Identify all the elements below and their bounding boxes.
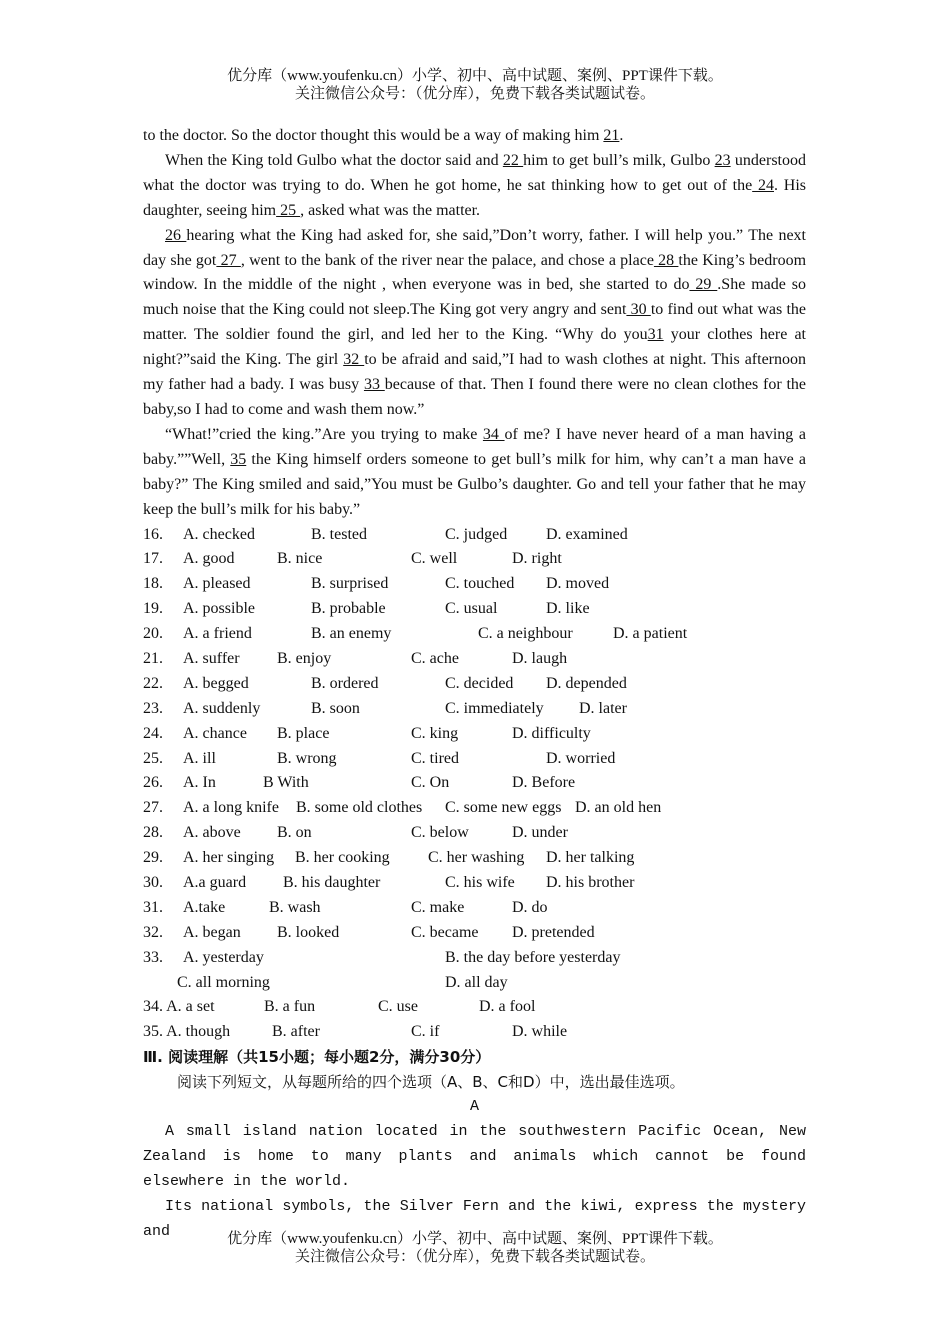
passage-text: When the King told Gulbo what the doctor said and [165, 151, 503, 169]
question-number: 33. [143, 948, 163, 966]
option-b: B. his daughter [283, 873, 381, 891]
question-row [143, 572, 806, 597]
blank-number: 32 [343, 351, 365, 369]
question-number: 19. [143, 600, 163, 618]
option-d: D. difficulty [512, 724, 591, 742]
option-a: A. pleased [183, 575, 251, 593]
passage-paragraph [143, 124, 806, 149]
blank-number: 21 [603, 127, 620, 144]
passage-text: . [619, 127, 624, 144]
passage-text: . His daughter, seeing him [143, 176, 807, 219]
option-c: C. a neighbour [478, 625, 573, 643]
option-a: A. begged [183, 674, 249, 692]
option-d: D. a fool [479, 998, 536, 1016]
option-a: A. began [183, 923, 241, 941]
question-row [143, 921, 806, 946]
option-d: D. right [512, 550, 562, 568]
page-footer [0, 1230, 950, 1266]
option-b: B. wash [269, 898, 321, 916]
passage-label: A [469, 1098, 479, 1116]
option-d: D. while [512, 1023, 568, 1041]
option-a: A. checked [183, 525, 255, 543]
option-a: A. a friend [183, 625, 252, 643]
question-row [143, 647, 806, 672]
option-b: B. after [272, 1023, 320, 1041]
option-b: B. an enemy [311, 625, 392, 643]
option-c: C. his wife [445, 873, 515, 891]
question-row [143, 871, 806, 896]
option-a: A. In [183, 774, 216, 792]
header-line-1: 优分库（www.youfenku.cn）小学、初中、高中试题、案例、PPT课件下载。 [227, 68, 723, 84]
option-d: D. pretended [512, 923, 595, 941]
reading-paragraph-2: Its national symbols, the Silver Fern and the kiwi, express the mystery and [143, 1197, 806, 1240]
option-c: C. immediately [445, 699, 544, 717]
option-a: A. above [183, 824, 241, 842]
question-number: 24. [143, 724, 163, 742]
blank-number: 35 [230, 450, 247, 468]
passage-text: to the doctor. So the doctor thought this would be a way of making him [143, 127, 604, 144]
option-a: A. suddenly [183, 699, 261, 717]
option-b: B With [263, 774, 309, 792]
footer-line-2: 关注微信公众号：（优分库），免费下载各类试题试卷。 [294, 1249, 655, 1265]
blank-number: 23 [714, 151, 731, 169]
option-a: A. a long knife [183, 799, 279, 817]
blank-number: 33 [363, 376, 385, 394]
option-a: A. yesterday [183, 948, 264, 966]
question-number: 23. [143, 699, 163, 717]
question-row [143, 547, 806, 572]
passage-text: your clothes here at night?”said the King. The girl [143, 326, 807, 369]
reading-paragraph-1: A small island nation located in the southwestern Pacific Ocean, New Zealand is home to many plants and animals which cannot be found elsewhere in the world. [143, 1122, 806, 1190]
option-c: C. her washing [428, 849, 525, 867]
option-d: D. all day [445, 973, 508, 991]
passage-text: the King himself orders someone to get bull’s milk for him, why can’t a man have a baby?” The King smiled and said,”You must be Gulbo’s daughter. Go and tell your father that he may keep the bull’s milk for his baby.” [143, 450, 807, 518]
blank-number: 25 [276, 201, 301, 219]
option-a: C. all morning [177, 973, 270, 991]
option-c: C. tired [411, 749, 459, 767]
option-d: D. her talking [546, 849, 635, 867]
option-b: B. on [277, 824, 312, 842]
question-number: 16. [143, 525, 163, 543]
option-d: D. laugh [512, 649, 568, 667]
blank-number: 30 [626, 301, 651, 319]
option-c: C. touched [445, 575, 515, 593]
option-b: B. her cooking [295, 849, 390, 867]
option-d: D. Before [512, 774, 576, 792]
section-instruction: 阅读下列短文，从每题所给的四个选项（A、B、C和D）中，选出最佳选项。 [177, 1073, 685, 1092]
option-b: B. a fun [264, 998, 316, 1016]
option-d: D. an old hen [575, 799, 662, 817]
blank-number: 31 [647, 326, 664, 344]
passage-text: , asked what was the matter. [300, 201, 481, 219]
header-line-2: 关注微信公众号：（优分库），免费下载各类试题试卷。 [294, 86, 655, 102]
passage-text: the King’s bedroom window. In the middle of the night , when everyone was in bed, she started to do [143, 251, 807, 294]
option-c: C. ache [411, 649, 459, 667]
option-b: B. looked [277, 923, 340, 941]
question-number: 29. [143, 849, 163, 867]
question-row [143, 672, 806, 697]
question-number: 31. [143, 898, 163, 916]
question-row [143, 821, 806, 846]
option-b: B. some old clothes [296, 799, 423, 817]
question-number: 18. [143, 575, 163, 593]
option-c: C. king [411, 724, 459, 742]
blank-number: 29 [689, 276, 718, 294]
footer-line-1: 优分库（www.youfenku.cn）小学、初中、高中试题、案例、PPT课件下载。 [227, 1231, 723, 1247]
option-b: B. enjoy [277, 649, 332, 667]
section-title: Ⅲ. 阅读理解（共15小题；每小题2分，满分30分） [143, 1048, 491, 1067]
blank-number: 34 [482, 425, 505, 443]
question-row [143, 1020, 806, 1045]
question-number: 22. [143, 674, 163, 692]
option-d: D. worried [546, 749, 616, 767]
question-number: 20. [143, 625, 163, 643]
option-a: A. suffer [183, 649, 240, 667]
question-row [143, 622, 806, 647]
option-b: B. tested [311, 525, 367, 543]
question-row [143, 747, 806, 772]
passage-paragraph [143, 149, 806, 224]
option-c: C. if [411, 1023, 440, 1041]
option-d: D. under [512, 824, 568, 842]
option-c: C. judged [445, 525, 508, 543]
blank-number: 26 [165, 226, 187, 244]
option-a: A. possible [183, 600, 255, 618]
question-row [143, 971, 806, 996]
option-b: B. nice [277, 550, 323, 568]
option-c: C. some new eggs [445, 799, 562, 817]
passage-text: , went to the bank of the river near the palace, and chose a place [240, 251, 654, 269]
option-c: C. usual [445, 600, 498, 618]
option-c: C. decided [445, 674, 514, 692]
question-row [143, 722, 806, 747]
option-b: B. place [277, 724, 330, 742]
passage-text: of me? I have never heard of a man having a baby.””Well, [143, 425, 806, 468]
option-d: D. moved [546, 575, 610, 593]
question-number: 28. [143, 824, 163, 842]
question-number: 17. [143, 550, 163, 568]
question-row [143, 946, 806, 971]
question-row [143, 846, 806, 871]
option-c: C. below [411, 824, 469, 842]
option-a: A. ill [183, 749, 216, 767]
cloze-passage [143, 124, 806, 523]
question-number: 32. [143, 923, 163, 941]
question-row [143, 896, 806, 921]
question-number: 35. A. though [143, 1023, 231, 1041]
question-number: 30. [143, 873, 163, 891]
option-b: B. ordered [311, 674, 379, 692]
blank-number: 22 [502, 151, 524, 169]
option-a: A.take [183, 898, 226, 916]
passage-text: understood what the doctor was trying to do. When he got home, he sat thinking how to get out of the [143, 151, 806, 194]
option-a: A. good [183, 550, 235, 568]
option-d: D. a patient [613, 625, 688, 643]
question-number: 21. [143, 649, 163, 667]
question-row [143, 771, 806, 796]
passage-text: to find out what was the matter. The soldier found the girl, and led her to the King. “Why do you [143, 301, 807, 344]
blank-number: 28 [653, 251, 679, 269]
option-a: A.a guard [183, 873, 247, 891]
passage-text: because of that. Then I found there were no clean clothes for the baby,so I had to come and wash them now.” [143, 376, 807, 418]
passage-text: hearing what the King had asked for, she said,”Don’t worry, father. I will help you.” The next day she got [143, 226, 806, 269]
option-a: A. chance [183, 724, 247, 742]
option-b: B. surprised [311, 575, 389, 593]
option-d: B. the day before yesterday [445, 948, 621, 966]
option-d: D. do [512, 898, 548, 916]
passage-paragraph [143, 423, 806, 523]
option-d: D. examined [546, 525, 628, 543]
question-row [143, 597, 806, 622]
option-c: C. On [411, 774, 450, 792]
question-row [143, 523, 806, 548]
passage-text: “What!”cried the king.”Are you trying to make [165, 425, 483, 443]
option-c: C. make [411, 898, 465, 916]
option-d: D. later [579, 699, 627, 717]
option-a: A. her singing [183, 849, 275, 867]
question-row [143, 995, 806, 1020]
passage-text: him to get bull’s milk, Gulbo [523, 151, 715, 169]
question-number: 25. [143, 749, 163, 767]
passage-paragraph [143, 224, 806, 423]
passage-text: to be afraid and said,”I had to wash clothes at night. This afternoon my father had a bady. I was busy [143, 351, 807, 394]
option-c: C. became [411, 923, 479, 941]
option-c: C. well [411, 550, 458, 568]
question-number: 26. [143, 774, 163, 792]
page-header [0, 67, 950, 103]
option-c: C. use [378, 998, 418, 1016]
blank-number: 27 [216, 251, 241, 269]
question-row [143, 697, 806, 722]
option-d: D. like [546, 600, 590, 618]
page-content [143, 124, 806, 1244]
question-number: 27. [143, 799, 163, 817]
option-b: B. probable [311, 600, 386, 618]
question-row [143, 796, 806, 821]
option-d: D. depended [546, 674, 627, 692]
question-number: 34. A. a set [143, 998, 215, 1016]
passage-text: .She made so much noise that the King could not sleep.The King got very angry and sent [143, 276, 807, 319]
blank-number: 24 [752, 176, 774, 194]
option-b: B. wrong [277, 749, 337, 767]
question-list [143, 523, 806, 1046]
option-d: D. his brother [546, 873, 635, 891]
option-b: B. soon [311, 699, 360, 717]
